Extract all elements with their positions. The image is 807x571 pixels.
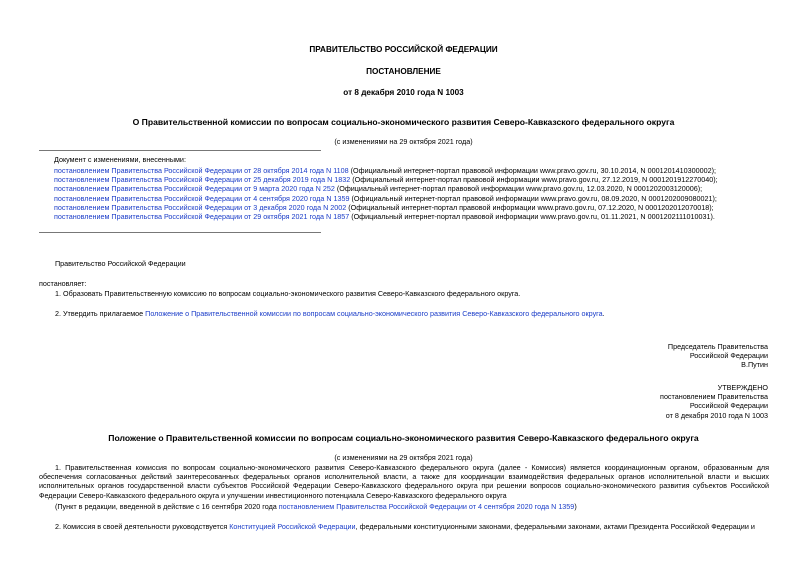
signature-name: В.Путин [741, 360, 768, 370]
note-link[interactable]: постановлением Правительства Российской Федерации от 4 сентября 2020 года N 1359 [278, 502, 575, 511]
point-2-suffix: . [602, 309, 605, 318]
approved-block [520, 383, 768, 420]
change-source: (Официальный интернет-портал правовой информации www.pravo.gov.ru, 01.11.2021, N 0001202111010031). [349, 212, 715, 222]
regulation-point-2 [39, 522, 769, 531]
point-2 [55, 309, 605, 318]
change-source: (Официальный интернет-портал правовой информации www.pravo.gov.ru, 27.12.2019, N 0001201912270040); [350, 175, 718, 185]
changes-list [54, 166, 794, 221]
government-header: ПРАВИТЕЛЬСТВО РОССИЙСКОЙ ФЕДЕРАЦИИ [309, 45, 498, 54]
change-item [54, 212, 794, 221]
changes-intro: Документ с изменениями, внесенными: [54, 155, 186, 164]
point-2-text-prefix: 2. Комиссия в своей деятельности руководствуется [55, 522, 230, 531]
government-line: Правительство Российской Федерации [55, 259, 186, 268]
change-link[interactable]: постановлением Правительства Российской Федерации от 28 октября 2014 года N 1108 [54, 166, 349, 175]
approved-date: от 8 декабря 2010 года N 1003 [665, 410, 768, 420]
regulation-point-1-note [55, 502, 577, 511]
regulation-point-1: 1. Правительственная комиссия по вопросам социально-экономического развития Северо-Кавказского федерального округа (далее - Комиссия) является координационным органом, образованным для обеспечения согласованных действий заинтересованных федеральных органов исполнительной власти, а также для координации взаимодействия федеральных органов исполнительной власти и высших исполнительных органов государственной власти субъектов Российской Федерации Северо-Кавказского федерального округа при решении вопросов социально-экономического развития субъектов Российской Федерации Северо-Кавказского федерального округа и улучшении инвестиционного потенциала Северо-Кавказского федерального округа [39, 463, 769, 500]
change-item [54, 175, 794, 184]
note-prefix: (Пункт в редакции, введенной в действие с 16 сентября 2020 года [55, 502, 279, 511]
signature-country: Российской Федерации [689, 351, 768, 361]
change-source: (Официальный интернет-портал правовой информации www.pravo.gov.ru, 07.12.2020, N 0001202012070018); [346, 202, 714, 212]
doc-type: ПОСТАНОВЛЕНИЕ [366, 67, 441, 76]
change-link[interactable]: постановлением Правительства Российской Федерации от 4 сентября 2020 года N 1359 [54, 193, 350, 203]
change-link[interactable]: постановлением Правительства Российской Федерации от 3 декабря 2020 года N 2002 [54, 202, 347, 212]
change-source: (Официальный интернет-портал правовой информации www.pravo.gov.ru, 30.10.2014, N 0001201410300002); [348, 166, 716, 175]
change-link[interactable]: постановлением Правительства Российской Федерации от 25 декабря 2019 года N 1832 [54, 175, 351, 185]
change-item [54, 203, 794, 212]
signature-block [520, 342, 768, 370]
point-2-text-suffix: , федеральными конституционными законами, федеральными законами, актами Президента Российской Федерации и [355, 522, 755, 531]
doc-revision: (с изменениями на 29 октября 2021 года) [334, 137, 473, 146]
note-suffix: ) [574, 502, 577, 511]
regulation-link[interactable]: Положение о Правительственной комиссии по вопросам социально-экономического развития Северо-Кавказского федерального округа [145, 309, 603, 318]
signature-title: Председатель Правительства [667, 342, 768, 351]
point-2-prefix: 2. Утвердить прилагаемое [55, 309, 146, 318]
approved-country: Российской Федерации [689, 401, 768, 411]
constitution-link[interactable]: Конституцией Российской Федерации [229, 522, 356, 531]
resolves-line: постановляет: [39, 279, 87, 288]
divider-top [39, 150, 321, 151]
doc-title: О Правительственной комиссии по вопросам социально-экономического развития Северо-Кавказского федерального округа [132, 117, 675, 127]
change-item [54, 194, 794, 203]
regulation-revision: (с изменениями на 29 октября 2021 года) [334, 453, 473, 462]
regulation-title: Положение о Правительственной комиссии по вопросам социально-экономического развития Северо-Кавказского федерального округа [108, 433, 699, 443]
change-link[interactable]: постановлением Правительства Российской Федерации от 9 марта 2020 года N 252 [54, 184, 335, 194]
approved-label: УТВЕРЖДЕНО [717, 383, 768, 392]
point-1: 1. Образовать Правительственную комиссию по вопросам социально-экономического развития Северо-Кавказского федерального округа. [55, 289, 521, 298]
change-item [54, 184, 794, 193]
change-source: (Официальный интернет-портал правовой информации www.pravo.gov.ru, 08.09.2020, N 0001202009080021); [349, 193, 717, 203]
change-source: (Официальный интернет-портал правовой информации www.pravo.gov.ru, 12.03.2020, N 0001202003120006); [334, 184, 703, 194]
approved-by: постановлением Правительства [660, 392, 768, 402]
divider-bottom [39, 232, 321, 233]
change-link[interactable]: постановлением Правительства Российской Федерации от 29 октября 2021 года N 1857 [54, 212, 350, 222]
change-item [54, 166, 794, 175]
doc-date-number: от 8 декабря 2010 года N 1003 [343, 88, 464, 97]
